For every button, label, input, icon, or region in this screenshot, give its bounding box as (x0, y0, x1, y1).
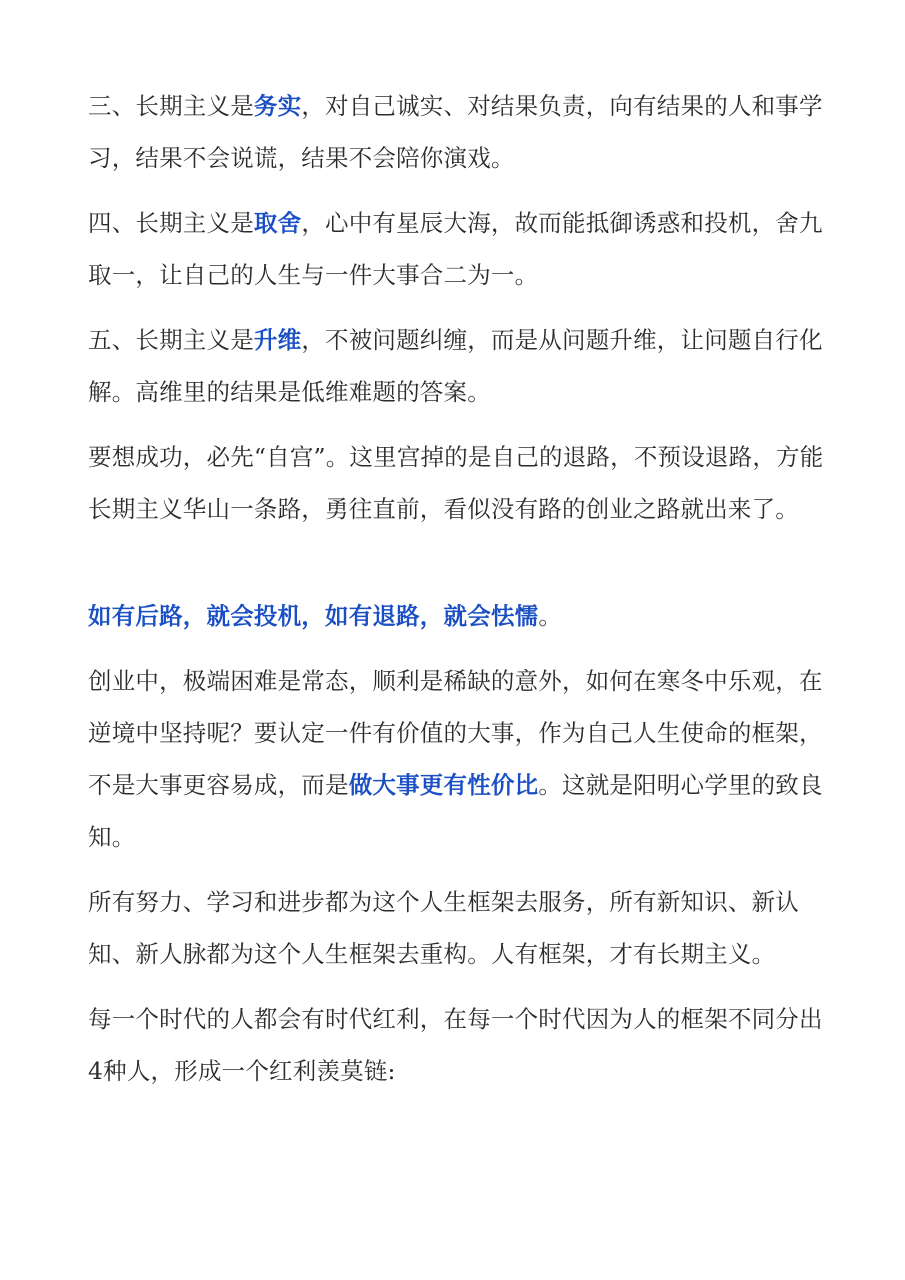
paragraph-hardship (88, 655, 824, 863)
highlight-keyword: 务实 (253, 92, 302, 120)
paragraph-text: 每一个时代的人都会有时代红利，在每一个时代因为人的框架不同分出4种人，形成一个红利羡莫链: (88, 1005, 823, 1085)
paragraph-era-dividend (88, 993, 824, 1097)
paragraph-framework (88, 876, 824, 980)
paragraph-text: 创业中，极端困难是常态，顺利是稀缺的意外，如何在寒冬中乐观，在逆境中坚持呢？要认定一件有价值的大事，作为自己人生使命的框架，不是大事更容易成，而是 (88, 667, 823, 799)
paragraph-text: 所有努力、学习和进步都为这个人生框架去服务，所有新知识、新认知、新人脉都为这个人生框架去重构。人有框架，才有长期主义。 (88, 888, 799, 968)
highlight-keyword: 升维 (253, 326, 302, 354)
paragraph-text: ，对自己诚实、对结果负责，向有结果的人和事学习，结果不会说谎，结果不会陪你演戏。 (88, 92, 823, 172)
paragraph-text: ，心中有星辰大海，故而能抵御诱惑和投机，舍九取一，让自己的人生与一件大事合二为一。 (88, 209, 823, 289)
article-body (88, 80, 824, 1097)
paragraph-dimension (88, 314, 824, 418)
heading-end-punct: 。 (538, 602, 563, 630)
paragraph-tradeoff (88, 197, 824, 301)
paragraph-text: ，不被问题纠缠，而是从问题升维，让问题自行化解。高维里的结果是低维难题的答案。 (88, 326, 823, 406)
paragraph-text: 要想成功，必先“自宫”。这里宫掉的是自己的退路，不预设退路，方能长期主义华山一条路，勇往直前，看似没有路的创业之路就出来了。 (88, 443, 824, 523)
paragraph-text: 。这就是阳明心学里的致良知。 (88, 771, 823, 851)
paragraph-pragmatism (88, 80, 824, 184)
paragraph-text: 三、长期主义是 (88, 92, 254, 120)
highlight-keyword: 做大事更有性价比 (348, 771, 539, 799)
heading-text: 如有后路，就会投机，如有退路，就会怯懦 (88, 602, 539, 630)
highlight-keyword: 取舍 (253, 209, 302, 237)
paragraph-text: 五、长期主义是 (88, 326, 254, 354)
section-heading (88, 590, 824, 642)
paragraph-no-retreat (88, 431, 824, 535)
paragraph-text: 四、长期主义是 (88, 209, 254, 237)
